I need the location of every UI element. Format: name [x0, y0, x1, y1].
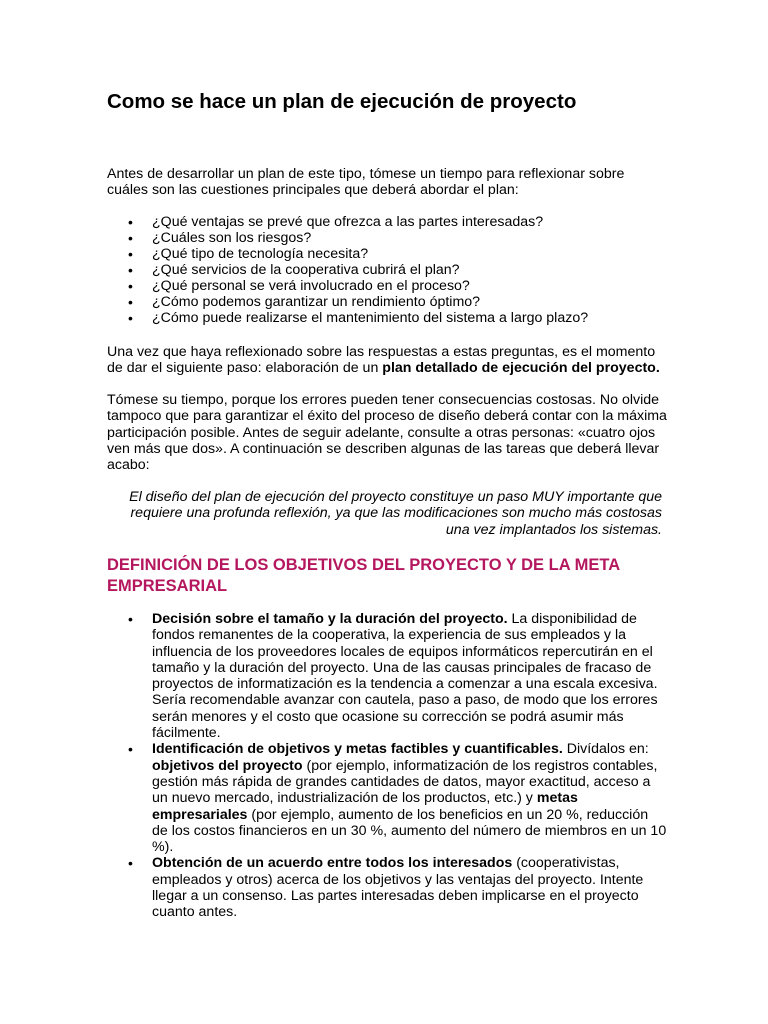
- next-step-paragraph: [107, 344, 667, 377]
- list-item: [107, 246, 667, 262]
- list-item: [107, 262, 667, 278]
- bullet-icon: •: [128, 294, 133, 310]
- question-text: ¿Cómo podemos garantizar un rendimiento óptimo?: [152, 294, 481, 310]
- next-step-emphasis: plan detallado de ejecución del proyecto.: [382, 360, 660, 377]
- section-heading: DEFINICIÓN DE LOS OBJETIVOS DEL PROYECTO Y DE LA META EMPRESARIAL: [107, 556, 620, 595]
- task-title: Decisión sobre el tamaño y la duración del proyecto.: [152, 611, 508, 627]
- list-item: [107, 230, 667, 246]
- list-item: [107, 855, 667, 920]
- list-item: [107, 294, 667, 310]
- task-text: (por ejemplo, informatización de los registros contables, gestión más rápida de grandes cantidades de datos, mayor exactitud, acceso a un nuevo mercado, industrialización de los productos, etc.) y: [152, 757, 658, 807]
- question-text: ¿Qué ventajas se prevé que ofrezca a las partes interesadas?: [152, 214, 544, 230]
- bullet-icon: •: [128, 246, 133, 262]
- question-text: ¿Qué personal se verá involucrado en el proceso?: [152, 278, 470, 294]
- bullet-icon: •: [128, 741, 133, 758]
- page-title: Como se hace un plan de ejecución de proyecto: [107, 90, 577, 113]
- list-item: [107, 611, 667, 741]
- task-title: Identificación de objetivos y metas factibles y cuantificables.: [152, 741, 563, 758]
- bullet-icon: •: [128, 262, 133, 278]
- list-item: [107, 310, 667, 326]
- bullet-icon: •: [128, 278, 133, 294]
- next-step-text: Una vez que haya reflexionado sobre las respuestas a estas preguntas, es el momento de dar el siguiente paso: elaboración de un: [107, 344, 656, 377]
- question-text: ¿Qué servicios de la cooperativa cubrirá el plan?: [152, 262, 460, 278]
- task-text: (por ejemplo, aumento de los beneficios en un 20 %, reducción de los costos financieros en un 30 %, aumento del número de miembros en un 10 %).: [152, 806, 667, 856]
- bullet-icon: •: [128, 214, 133, 230]
- bullet-icon: •: [128, 855, 133, 872]
- list-item: [107, 741, 667, 855]
- task-emphasis: metas empresariales: [152, 790, 578, 823]
- task-text: (cooperativistas, empleados y otros) acerca de los objetivos y las ventajas del proyecto. Intente llegar a un consenso. Las partes interesadas deben implicarse en el proyecto cuanto antes.: [152, 855, 644, 921]
- list-item: [107, 214, 667, 230]
- task-emphasis: objetivos del proyecto: [152, 757, 303, 774]
- task-title: Obtención de un acuerdo entre todos los interesados: [152, 855, 513, 872]
- question-text: ¿Cómo puede realizarse el mantenimiento del sistema a largo plazo?: [152, 310, 589, 326]
- quote-paragraph: El diseño del plan de ejecución del proyecto constituye un paso MUY importante que requiere una profunda reflexión, ya que las modificaciones son mucho más costosas una vez implantados los sistemas.: [129, 489, 662, 538]
- task-list: [107, 611, 667, 921]
- bullet-icon: •: [128, 611, 133, 627]
- task-text: La disponibilidad de fondos remanentes de la cooperativa, la experiencia de sus empleados y la influencia de los proveedores locales de equipos informáticos repercutirán en el tamaño y la duración del proyecto. Una de las causas principales de fracaso de proyectos de informatización es la tendencia a comenzar a una escala excesiva. Sería recomendable avanzar con cautela, paso a paso, de modo que los errores serán menores y el costo que ocasione su corrección se podrá asumir más fácilmente.: [152, 611, 658, 742]
- task-text: Divídalos en:: [562, 741, 649, 758]
- bullet-icon: •: [128, 230, 133, 246]
- question-text: ¿Cuáles son los riesgos?: [152, 230, 312, 246]
- question-list: [107, 214, 667, 326]
- question-text: ¿Qué tipo de tecnología necesita?: [152, 246, 369, 262]
- list-item: [107, 278, 667, 294]
- bullet-icon: •: [128, 310, 133, 326]
- take-time-paragraph: Tómese su tiempo, porque los errores pueden tener consecuencias costosas. No olvide tampoco que para garantizar el éxito del proceso de diseño deberá contar con la máxima participación posible. Antes de seguir adelante, consulte a otras personas: «cuatro ojos ven más que dos». A continuación se describen algunas de las tareas que deberá llevar acabo:: [107, 392, 667, 474]
- intro-paragraph: Antes de desarrollar un plan de este tipo, tómese un tiempo para reflexionar sobre cuáles son las cuestiones principales que deberá abordar el plan:: [107, 166, 625, 199]
